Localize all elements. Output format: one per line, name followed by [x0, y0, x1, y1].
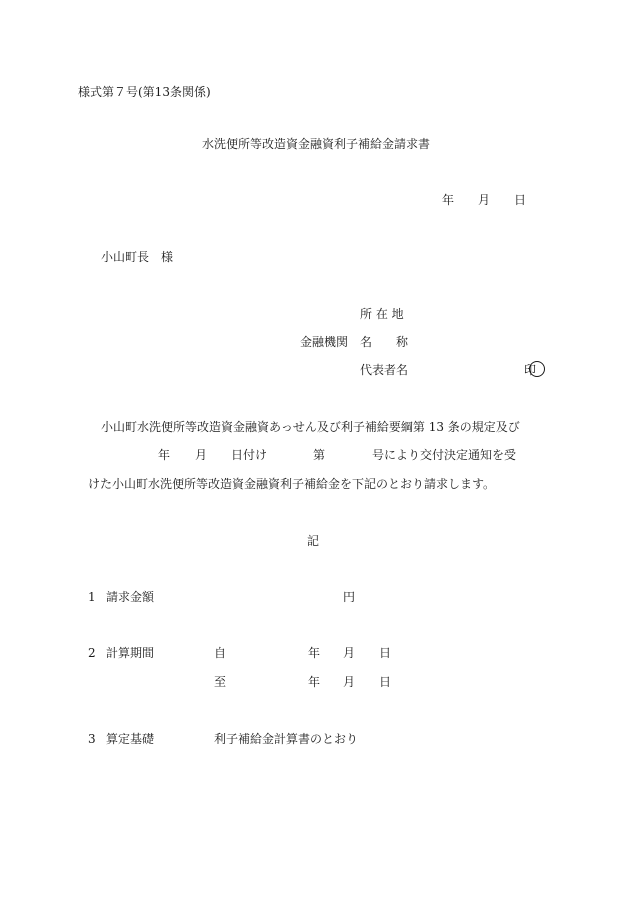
period-from-marker: 自: [214, 646, 227, 660]
period-to-day: 日: [379, 675, 392, 689]
item-1-number: 1: [88, 590, 96, 604]
name-label: 名 称: [360, 335, 409, 349]
item-2-label: 計算期間: [106, 646, 155, 660]
institution-label: 金融機関: [300, 335, 349, 349]
item-2-number: 2: [88, 646, 96, 660]
item-1-unit: 円: [343, 590, 356, 604]
period-from-year: 年: [308, 646, 321, 660]
seal-mark: 印: [524, 363, 537, 377]
item-3-label: 算定基礎: [106, 732, 155, 746]
period-to-year: 年: [308, 675, 321, 689]
body-line-2-rest: 号により交付決定通知を受: [372, 448, 517, 462]
item-1-label: 請求金額: [106, 590, 155, 604]
body-line-2-dated: 日付け: [231, 448, 268, 462]
body-line-3: けた小山町水洗便所等改造資金融資利子補給金を下記のとおり請求します。: [88, 477, 496, 491]
body-line-2-month: 月: [195, 448, 208, 462]
body-line-2-year: 年: [158, 448, 171, 462]
date-day: 日: [514, 193, 527, 207]
addressee: 小山町長 様: [101, 250, 174, 264]
form-number: 様式第７号(第13条関係): [78, 85, 211, 99]
body-line-1: 小山町水洗便所等改造資金融資あっせん及び利子補給要綱第 13 条の規定及び: [101, 420, 520, 434]
date-month: 月: [478, 193, 491, 207]
date-year: 年: [442, 193, 455, 207]
document-title: 水洗便所等改造資金融資利子補給金請求書: [202, 137, 431, 151]
representative-label: 代表者名: [360, 363, 409, 377]
item-3-value: 利子補給金計算書のとおり: [214, 732, 359, 746]
seal-circle-icon: [529, 361, 545, 377]
item-3-number: 3: [88, 732, 96, 746]
period-from-month: 月: [343, 646, 356, 660]
body-line-2-dai: 第: [313, 448, 326, 462]
location-label: 所 在 地: [360, 307, 404, 321]
period-to-month: 月: [343, 675, 356, 689]
ki-heading: 記: [307, 534, 320, 548]
period-from-day: 日: [379, 646, 392, 660]
period-to-marker: 至: [214, 675, 227, 689]
